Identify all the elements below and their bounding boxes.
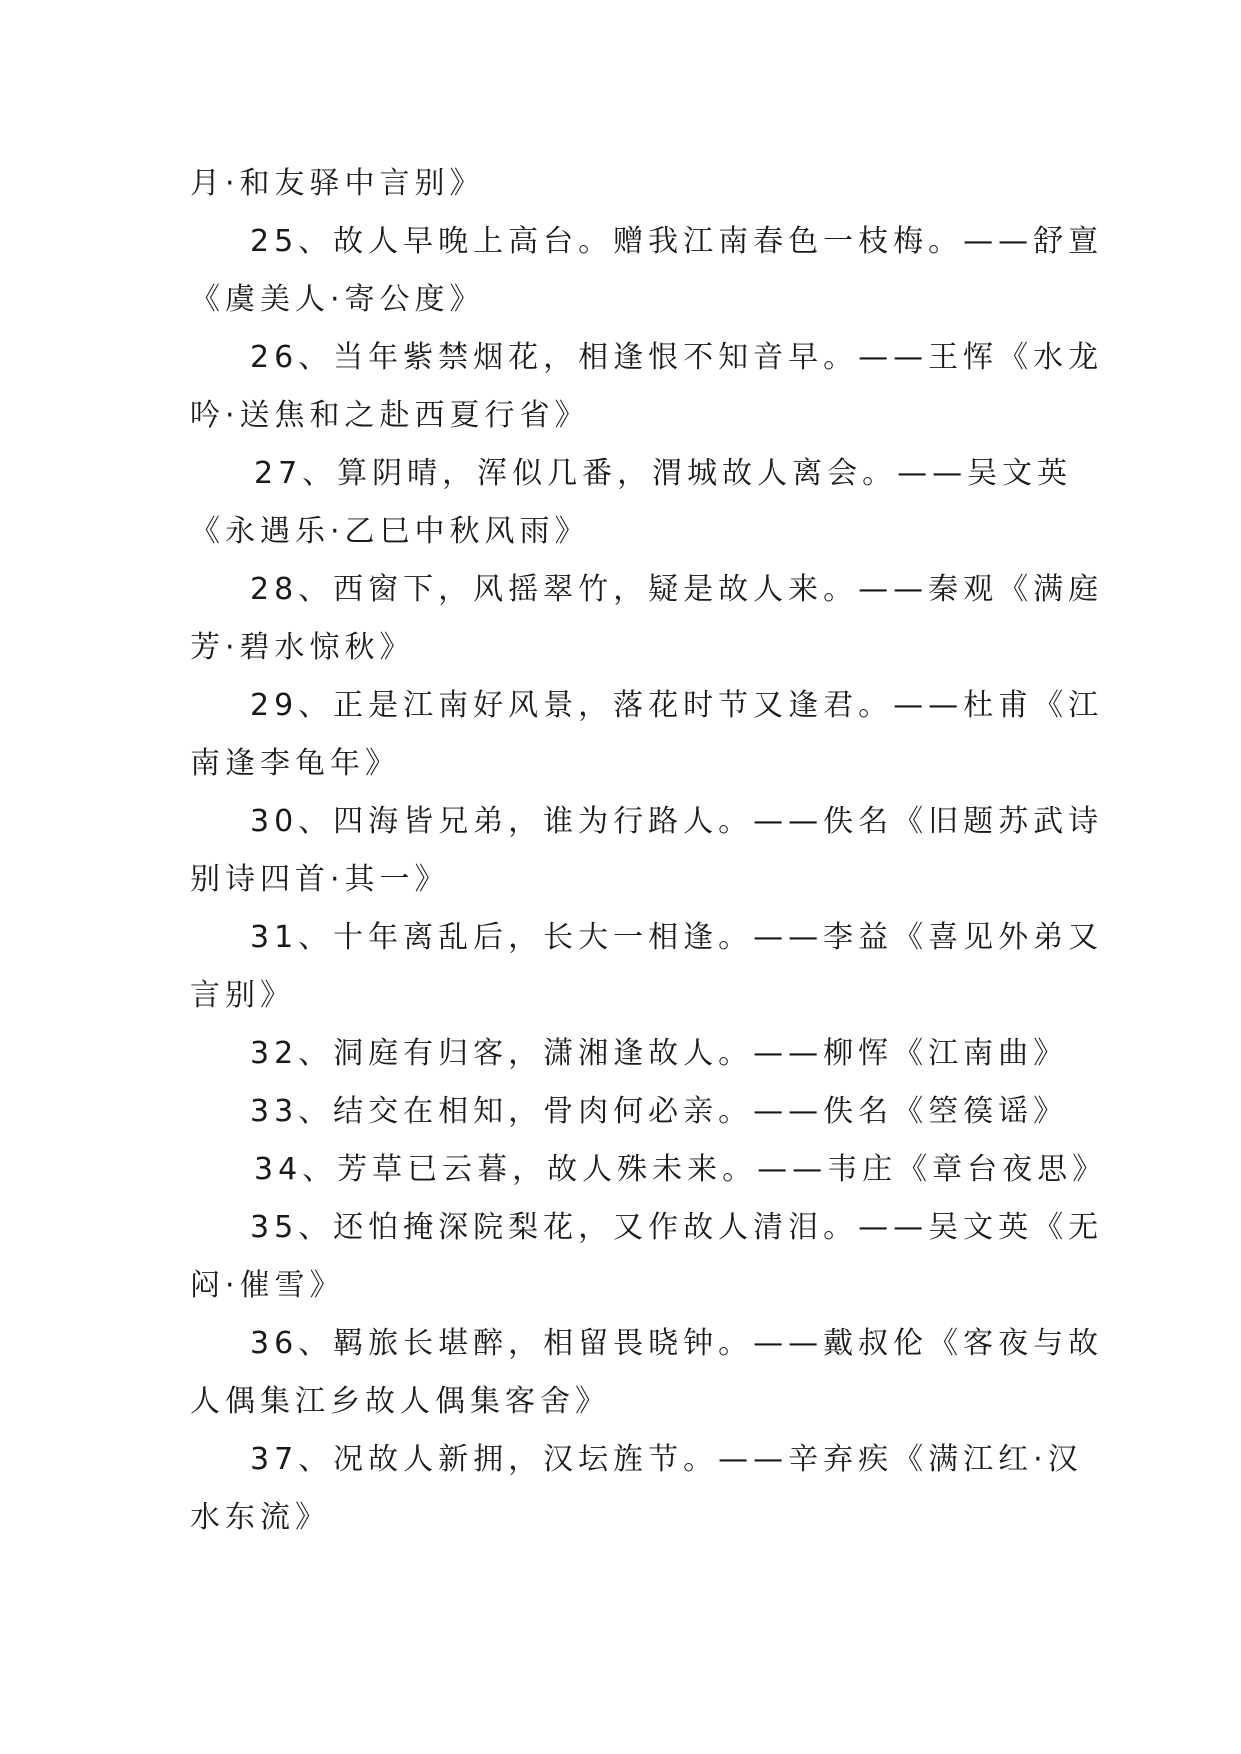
text-line: 35、还怕掩深院梨花，又作故人清泪。——吴文英《无 xyxy=(250,1210,1104,1245)
text-line: 31、十年离乱后，长大一相逢。——李益《喜见外弟又 xyxy=(250,920,1104,955)
text-line: 水东流》 xyxy=(190,1500,330,1535)
text-line: 吟·送焦和之赴西夏行省》 xyxy=(190,398,590,433)
text-line: 言别》 xyxy=(190,978,295,1013)
text-line: 人偶集江乡故人偶集客舍》 xyxy=(190,1384,610,1419)
text-line: 闷·催雪》 xyxy=(190,1268,345,1303)
text-line: 《虞美人·寄公度》 xyxy=(190,282,485,317)
text-line: 30、四海皆兄弟，谁为行路人。——佚名《旧题苏武诗 xyxy=(250,804,1104,839)
text-line: 27、算阴晴，浑似几番，渭城故人离会。——吴文英 xyxy=(254,456,1073,491)
text-line: 29、正是江南好风景，落花时节又逢君。——杜甫《江 xyxy=(250,688,1104,723)
text-line: 南逢李龟年》 xyxy=(190,746,400,781)
text-line: 月·和友驿中言别》 xyxy=(190,166,485,201)
text-line: 36、羁旅长堪醉，相留畏晓钟。——戴叔伦《客夜与故 xyxy=(250,1326,1104,1361)
text-line: 26、当年紫禁烟花，相逢恨不知音早。——王恽《水龙 xyxy=(250,340,1104,375)
text-line: 34、芳草已云暮，故人殊未来。——韦庄《章台夜思》 xyxy=(254,1152,1108,1187)
text-line: 33、结交在相知，骨肉何必亲。——佚名《箜篌谣》 xyxy=(250,1094,1069,1129)
text-line: 25、故人早晚上高台。赠我江南春色一枝梅。——舒亶 xyxy=(250,224,1104,259)
body-text xyxy=(190,155,1108,1547)
text-line: 32、洞庭有归客，潇湘逢故人。——柳恽《江南曲》 xyxy=(250,1036,1069,1071)
text-line: 别诗四首·其一》 xyxy=(190,862,450,897)
text-line: 37、况故人新拥，汉坛旌节。——辛弃疾《满江红·汉 xyxy=(250,1442,1083,1477)
text-line: 芳·碧水惊秋》 xyxy=(190,630,415,665)
text-line: 28、西窗下，风摇翠竹，疑是故人来。——秦观《满庭 xyxy=(250,572,1104,607)
text-line: 《永遇乐·乙巳中秋风雨》 xyxy=(190,514,590,549)
